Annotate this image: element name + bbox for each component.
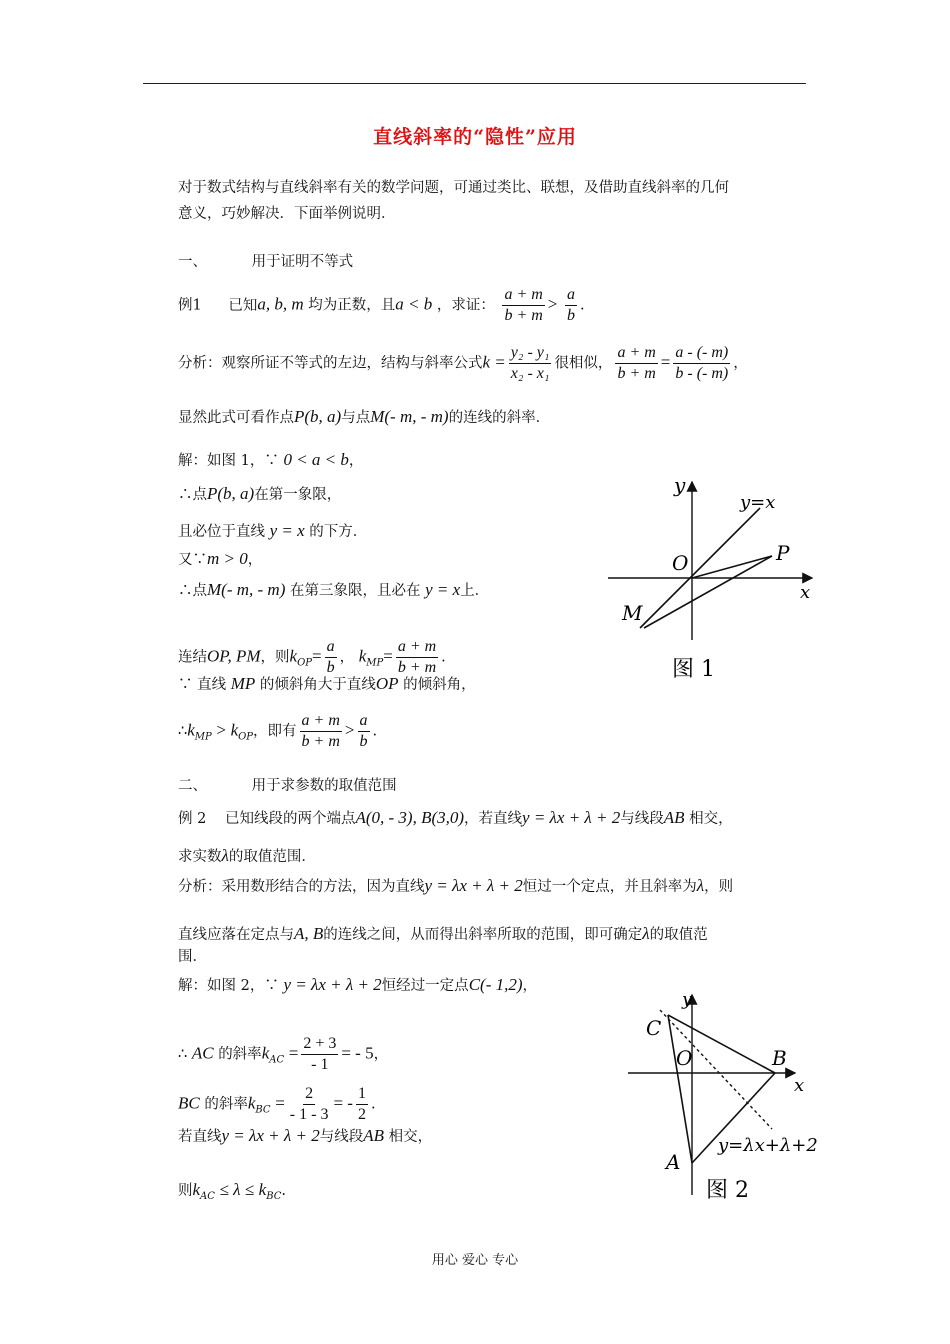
numerator: 2 bbox=[303, 1084, 315, 1105]
fig1-m-label: M bbox=[622, 601, 643, 625]
text: 相交， bbox=[689, 811, 733, 827]
example-2-line-2 bbox=[178, 846, 316, 867]
numerator: a + m bbox=[396, 637, 438, 658]
text: ，则 bbox=[260, 649, 290, 666]
fig2-c-label: C bbox=[646, 1016, 662, 1040]
example-2-line-1 bbox=[178, 808, 733, 829]
math: k = bbox=[482, 352, 506, 372]
section-title: 用于求参数的取值范围 bbox=[251, 778, 397, 794]
fig2-b-label: B bbox=[772, 1046, 787, 1070]
math: P(b, a) bbox=[294, 407, 342, 426]
text: ， bbox=[522, 978, 538, 994]
fraction bbox=[288, 1084, 331, 1125]
segment-op bbox=[692, 556, 772, 578]
text: 直线应落在定点与 bbox=[178, 927, 294, 943]
text: 的连线的斜率． bbox=[448, 410, 551, 426]
text: 在第三象限，且必在 bbox=[289, 583, 421, 599]
math: = - bbox=[333, 1093, 353, 1113]
punct: . bbox=[372, 723, 378, 740]
math-vars: a, b, m bbox=[257, 294, 304, 314]
text: ∴点 bbox=[178, 487, 207, 503]
text: 分析：观察所证不等式的左边，结构与斜率公式 bbox=[178, 355, 483, 372]
text: 分析：采用数形结合的方法，因为直线 bbox=[178, 879, 425, 895]
fraction bbox=[509, 343, 552, 384]
fig1-origin-label: O bbox=[672, 551, 689, 575]
subscript: AC bbox=[269, 1054, 285, 1066]
denominator: b bbox=[359, 733, 368, 750]
fraction bbox=[301, 1034, 338, 1075]
text: 与点 bbox=[341, 410, 371, 426]
fraction bbox=[673, 343, 730, 384]
math: C(- 1,2) bbox=[468, 975, 523, 994]
fig1-yx-label: y=x bbox=[740, 492, 776, 513]
section-title: 用于证明不等式 bbox=[251, 254, 354, 270]
text: ，则 bbox=[704, 879, 734, 895]
denominator: 2 bbox=[357, 1106, 366, 1123]
operator: > bbox=[216, 720, 226, 740]
solution-1-line-2 bbox=[178, 484, 341, 505]
fig2-a-label: A bbox=[666, 1150, 681, 1174]
page-footer: 用心 爱心 专心 bbox=[431, 1253, 519, 1268]
numerator: a + m bbox=[615, 343, 657, 364]
math: M(- m, - m) bbox=[370, 407, 449, 426]
subscript: AC bbox=[200, 1190, 215, 1202]
operator: = bbox=[383, 646, 393, 666]
fig1-x-label: x bbox=[800, 582, 811, 603]
math: OP bbox=[375, 674, 399, 693]
numerator: a bbox=[565, 285, 577, 306]
text: ，求证： bbox=[436, 297, 495, 314]
text: 上． bbox=[460, 583, 490, 599]
solution-2-result bbox=[178, 1180, 286, 1207]
subscript: MP bbox=[366, 657, 384, 669]
math: y = λx + λ + 2 bbox=[283, 975, 382, 994]
text: 恒过一个定点，并且斜率为 bbox=[522, 879, 697, 895]
because-line bbox=[178, 674, 476, 695]
fraction bbox=[565, 285, 577, 326]
text: 若直线 bbox=[178, 1129, 222, 1145]
math: k bbox=[258, 1180, 267, 1199]
punct: ， bbox=[373, 1046, 389, 1063]
text: 恒经过一定点 bbox=[381, 978, 469, 994]
denominator: b + m bbox=[504, 307, 543, 324]
analysis-1 bbox=[178, 343, 748, 384]
fig2-caption: 图 2 bbox=[706, 1178, 749, 1203]
section-number: 一、 bbox=[178, 254, 207, 270]
denominator: b bbox=[567, 307, 575, 324]
text: 又∵ bbox=[178, 552, 207, 568]
fraction bbox=[325, 637, 337, 678]
analysis-2-line-3: 围． bbox=[178, 949, 207, 965]
punct: ， bbox=[339, 649, 355, 666]
fig2-origin-label: O bbox=[676, 1046, 693, 1070]
connect-line bbox=[178, 637, 446, 678]
operator: > bbox=[547, 294, 558, 314]
math: M(- m, - m) bbox=[207, 580, 286, 599]
solution-1-line-3 bbox=[178, 521, 367, 542]
numerator: a bbox=[325, 637, 337, 658]
subscript: MP bbox=[194, 731, 212, 743]
intro-line-2: 意义，巧妙解决．下面举例说明． bbox=[178, 206, 396, 222]
denominator: - 1 - 3 bbox=[289, 1106, 329, 1123]
math: OP, PM bbox=[207, 646, 261, 666]
note-1 bbox=[178, 407, 550, 428]
text: 显然此式可看作点 bbox=[178, 410, 294, 426]
subscript: BC bbox=[255, 1104, 271, 1116]
text: ∴ bbox=[178, 1046, 188, 1063]
text: 的倾斜角， bbox=[403, 677, 476, 693]
segment-mp bbox=[644, 556, 772, 628]
analysis-2-line-2 bbox=[178, 924, 708, 945]
fraction bbox=[356, 1084, 368, 1125]
text: 的倾斜角大于直线 bbox=[259, 677, 376, 693]
text: 已知 bbox=[228, 297, 258, 314]
text: 则 bbox=[178, 1183, 193, 1199]
operator: > bbox=[344, 720, 355, 740]
solution-1-line-1 bbox=[178, 450, 363, 471]
denominator: b bbox=[326, 659, 335, 676]
punct: . bbox=[441, 649, 446, 666]
text: ，即有 bbox=[253, 723, 297, 740]
math: = - 5 bbox=[341, 1043, 374, 1063]
denominator: - 1 bbox=[311, 1056, 329, 1073]
math: k bbox=[289, 646, 298, 666]
math: MP bbox=[230, 674, 256, 693]
text: 的下方． bbox=[309, 524, 368, 540]
text: 与线段 bbox=[319, 1129, 364, 1145]
solution-2-if bbox=[178, 1126, 432, 1147]
text: ∴ bbox=[178, 723, 188, 740]
fraction bbox=[300, 711, 342, 752]
denominator: b + m bbox=[301, 733, 340, 750]
example-label: 例1 bbox=[178, 297, 202, 314]
solution-1-line-4 bbox=[178, 549, 262, 570]
fraction bbox=[396, 637, 438, 678]
line-y-equals-x bbox=[640, 508, 760, 628]
text: 的取值范 bbox=[649, 927, 708, 943]
fig1-p-label: P bbox=[776, 541, 790, 565]
math: m > 0 bbox=[207, 549, 248, 568]
math: y = x bbox=[269, 521, 305, 540]
numerator: a + m bbox=[502, 285, 544, 306]
text: 且必位于直线 bbox=[178, 524, 265, 540]
text: 在第一象限， bbox=[254, 487, 342, 503]
math: AC bbox=[191, 1043, 214, 1063]
math: A, B bbox=[294, 924, 324, 943]
math: k bbox=[187, 720, 195, 740]
text: 已知线段的两个端点 bbox=[224, 811, 356, 827]
text: ， bbox=[247, 552, 263, 568]
solution-2-line-1 bbox=[178, 975, 537, 996]
fraction bbox=[615, 343, 657, 384]
math: 0 < a < b bbox=[283, 450, 349, 469]
math: AB bbox=[663, 808, 685, 827]
section-1-heading bbox=[178, 252, 353, 272]
math: k bbox=[261, 1043, 270, 1063]
math-condition: a < b bbox=[395, 294, 433, 314]
text: 的斜率 bbox=[204, 1096, 248, 1113]
solution-2-bc: BC 的斜率$k_{BC}$ = $\frac{2}{- 1 - 3}$ = - $\frac{1}{2}$ . bbox=[178, 1085, 376, 1123]
math: λ bbox=[642, 924, 650, 943]
math: BC bbox=[178, 1093, 200, 1113]
subscript: BC bbox=[266, 1190, 282, 1202]
math: λ bbox=[221, 846, 229, 865]
text: 求实数 bbox=[178, 849, 222, 865]
analysis-2-line-1 bbox=[178, 876, 733, 897]
math: k bbox=[192, 1180, 201, 1199]
numerator: 2 + 3 bbox=[301, 1034, 338, 1055]
denominator: b + m bbox=[397, 659, 437, 676]
solution-1-line-5 bbox=[178, 580, 489, 601]
math: y = λx + λ + 2 bbox=[522, 808, 621, 827]
numerator: a - (- m) bbox=[673, 343, 730, 364]
text: ， bbox=[348, 453, 364, 469]
example-label: 例 2 bbox=[178, 811, 207, 827]
math: k bbox=[247, 1093, 256, 1113]
math: ≤ λ ≤ bbox=[219, 1180, 255, 1199]
text: 的取值范围． bbox=[228, 849, 316, 865]
math: y = λx + λ + 2 bbox=[221, 1126, 320, 1145]
intro-line-1: 对于数式结构与直线斜率有关的数学问题，可通过类比、联想，及借助直线斜率的几何 bbox=[178, 180, 729, 196]
math: AB bbox=[363, 1126, 385, 1145]
segment-ca bbox=[668, 1015, 692, 1163]
math: λ bbox=[696, 876, 705, 895]
math: y = x bbox=[425, 580, 461, 599]
solution-2-ac: ∴ AC 的斜率$k_{AC}$ = $\frac{2 + 3}{- 1}$ = - 5， bbox=[178, 1035, 389, 1073]
fraction bbox=[358, 711, 370, 752]
text: 相交， bbox=[388, 1129, 433, 1145]
operator: = bbox=[312, 646, 322, 666]
denominator: x₂ - x₁ bbox=[510, 365, 550, 382]
text: 连结 bbox=[178, 649, 207, 666]
punct: . bbox=[370, 1096, 376, 1113]
operator: = bbox=[660, 352, 671, 372]
numerator: a bbox=[358, 711, 370, 732]
punct: ， bbox=[733, 355, 748, 372]
text: ∵ 直线 bbox=[178, 677, 227, 693]
header-rule bbox=[143, 83, 806, 84]
fig2-line-label: y=λx+λ+2 bbox=[718, 1135, 818, 1156]
denominator: b + m bbox=[617, 365, 656, 382]
math: P(b, a) bbox=[207, 484, 255, 503]
fraction bbox=[502, 285, 544, 326]
numerator: 1 bbox=[356, 1084, 368, 1105]
fig2-y-label: y bbox=[682, 989, 693, 1010]
section-number: 二、 bbox=[178, 778, 207, 794]
page-title: 直线斜率的“隐性”应用 bbox=[373, 126, 577, 148]
subscript: OP bbox=[238, 731, 254, 743]
text: ∴点 bbox=[178, 583, 207, 599]
subscript: OP bbox=[297, 657, 312, 669]
text: ，若直线 bbox=[464, 811, 523, 827]
text: 解：如图 2，∵ bbox=[178, 978, 279, 994]
fig1-caption: 图 1 bbox=[672, 657, 715, 682]
text: 的斜率 bbox=[218, 1046, 262, 1063]
fig2-x-label: x bbox=[794, 1075, 805, 1096]
text: 均为正数，且 bbox=[308, 297, 396, 314]
figure-1 bbox=[600, 470, 830, 690]
numerator: a + m bbox=[300, 711, 342, 732]
punct: . bbox=[281, 1183, 287, 1199]
example-1 bbox=[178, 285, 585, 326]
text: 解：如图 1，∵ bbox=[178, 453, 279, 469]
punct: . bbox=[580, 297, 585, 314]
text: 的连线之间，从而得出斜率所取的范围，即可确定 bbox=[323, 927, 643, 943]
math: y = λx + λ + 2 bbox=[424, 876, 523, 895]
numerator: y₂ - y₁ bbox=[509, 343, 552, 364]
denominator: b - (- m) bbox=[675, 365, 729, 382]
text: 与线段 bbox=[620, 811, 664, 827]
math: A(0, - 3), B(3,0) bbox=[355, 808, 465, 827]
therefore-line bbox=[178, 711, 377, 752]
math: k bbox=[358, 646, 367, 666]
section-2-heading bbox=[178, 776, 397, 796]
text: 很相似， bbox=[554, 355, 613, 372]
fig1-y-label: y bbox=[674, 473, 686, 497]
math: k bbox=[230, 720, 239, 740]
figure-2 bbox=[620, 985, 840, 1205]
